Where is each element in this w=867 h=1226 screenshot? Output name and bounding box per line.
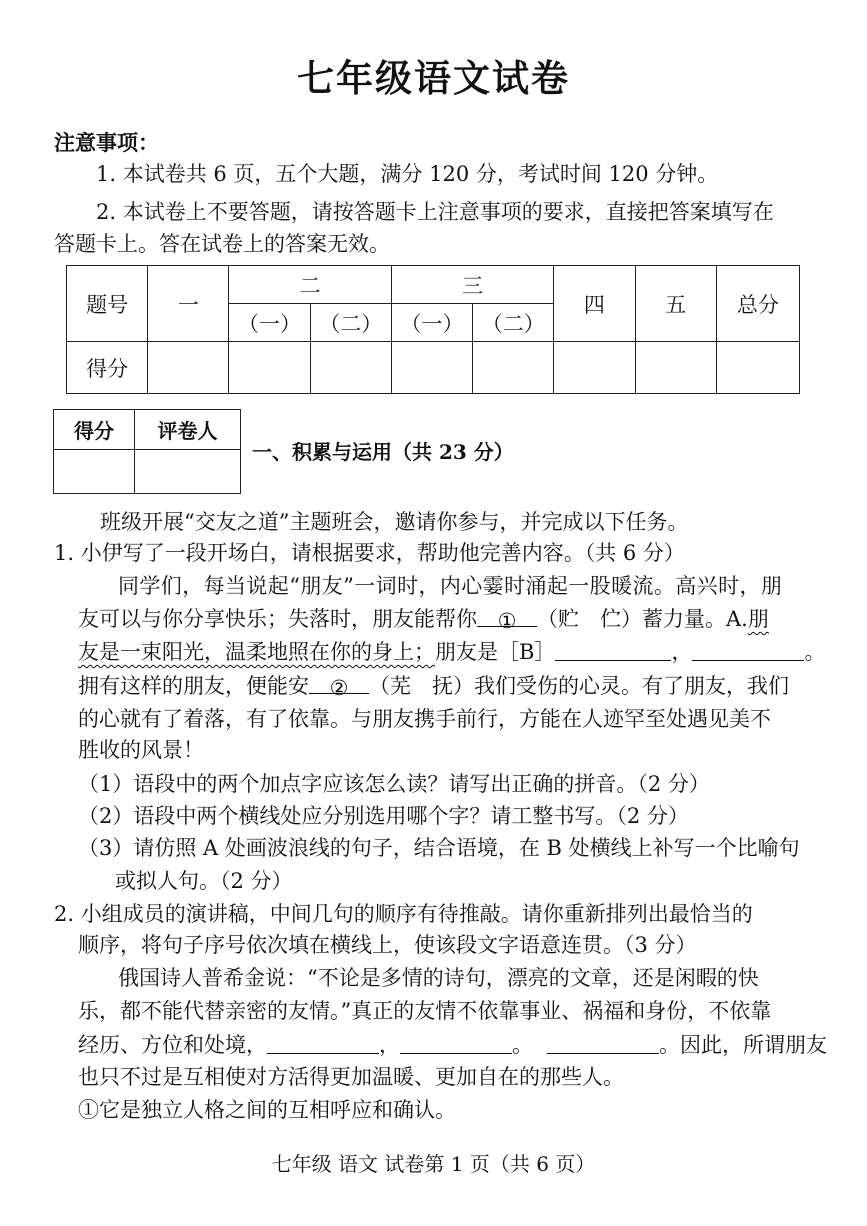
grader-score-cell <box>54 450 135 494</box>
q2-stem: 2. 小组成员的演讲稿，中间几句的顺序有待推敲。请你重新排列出最恰当的 <box>54 902 753 926</box>
blank-2 <box>309 673 369 700</box>
q1-para-line-4 <box>78 671 789 701</box>
wavy-sentence-a: 友是一束阳光，温柔地照在你的身上； <box>78 640 435 664</box>
score-table-sub-3-2: （二） <box>473 304 554 342</box>
order-blank-2 <box>400 1033 512 1054</box>
q2-para-line-4: 也只不过是互相使对方活得更加温暖、更加自在的那些人。 <box>78 1065 624 1089</box>
score-table-row-defen: 得分 <box>67 342 148 394</box>
q2-para-line-3 <box>78 1030 827 1060</box>
score-cell <box>716 342 799 394</box>
score-table-col-total: 总分 <box>716 266 799 342</box>
score-table-sub-2-1: （一） <box>229 304 310 342</box>
pinyin-choice-1: （贮 伫） <box>537 607 642 631</box>
blank-1-mark: ① <box>497 609 517 633</box>
score-table-col-4: 四 <box>554 266 635 342</box>
score-cell <box>148 342 229 394</box>
q1-para-text: 。 <box>804 640 826 664</box>
score-table-col-1: 一 <box>148 266 229 342</box>
q1-para-text: 我们受伤的心灵。有了朋友，我们 <box>474 674 789 698</box>
notice-heading: 注意事项： <box>54 130 159 155</box>
score-table-col-2: 二 <box>229 266 391 304</box>
q1-para-text: 友可以与你分享快乐；失落时，朋友能帮你 <box>78 607 477 631</box>
grader-reviewer-label: 评卷人 <box>135 410 241 450</box>
score-cell <box>554 342 635 394</box>
score-cell <box>310 342 391 394</box>
blank-1 <box>477 606 537 633</box>
pinyin-choice-2: （芜 抚） <box>369 674 474 698</box>
score-table-header-tihao: 题号 <box>67 266 148 342</box>
score-table-sub-2-2: （二） <box>310 304 391 342</box>
q1-para-line-6: 胜收的风景！ <box>78 738 204 762</box>
q2-para-text: ， <box>379 1033 400 1057</box>
score-table <box>66 265 800 394</box>
notice-item-2: 2. 本试卷上不要答题，请按答题卡上注意事项的要求，直接把答案填写在 <box>96 200 774 224</box>
notice-item-2-cont: 答题卡上。答在试卷上的答案无效。 <box>54 232 390 256</box>
q2-para-text: 。因此，所谓朋友 <box>659 1033 827 1057</box>
blank-2-mark: ② <box>329 676 349 700</box>
notice-item-1: 1. 本试卷共 6 页，五个大题，满分 120 分，考试时间 120 分钟。 <box>96 162 719 186</box>
q1-para-line-1: 同学们，每当说起“朋友”一词时，内心霎时涌起一股暖流。高兴时，朋 <box>118 574 783 598</box>
q1-para-line-5: 的心就有了着落，有了依靠。与朋友携手前行，方能在人迹罕至处遇见美不 <box>78 707 771 731</box>
section-1-intro: 班级开展“交友之道”主题班会，邀请你参与，并完成以下任务。 <box>100 510 689 534</box>
q2-para-line-1: 俄国诗人普希金说：“不论是多情的诗句，漂亮的文章，还是闲暇的快 <box>118 966 759 990</box>
section-1-heading: 一、积累与运用（共 23 分） <box>252 440 514 464</box>
q1-para-text: 拥有这样的朋友，便能安 <box>78 674 309 698</box>
q2-para-text: 经历、方位和处境， <box>78 1033 267 1057</box>
score-cell <box>635 342 716 394</box>
q1-sub-3-cont: 或拟人句。（2 分） <box>115 869 293 893</box>
order-blank-1 <box>267 1033 379 1054</box>
score-cell <box>229 342 310 394</box>
score-table-col-5: 五 <box>635 266 716 342</box>
q1-para-text: ， <box>671 640 693 664</box>
exam-title: 七年级语文试卷 <box>297 56 570 100</box>
q2-option-1: ①它是独立人格之间的互相呼应和确认。 <box>78 1098 456 1122</box>
score-table-sub-3-1: （一） <box>391 304 472 342</box>
score-table-col-3: 三 <box>391 266 553 304</box>
q1-sub-1: （1）语段中的两个加点字应该怎么读？请写出正确的拼音。（2 分） <box>78 772 710 796</box>
q2-para-line-2: 乐，都不能代替亲密的友情。”真正的友情不依靠事业、祸福和身份，不依靠 <box>78 999 772 1023</box>
grader-table <box>53 409 241 494</box>
q1-sub-2: （2）语段中两个横线处应分别选用哪个字？请工整书写。（2 分） <box>78 804 689 828</box>
q1-para-text: 朋友是［B］ <box>435 640 556 664</box>
q1-para-line-2 <box>78 604 769 634</box>
order-blank-3 <box>547 1033 659 1054</box>
q1-sub-3: （3）请仿照 A 处画波浪线的句子，结合语境，在 B 处横线上补写一个比喻句 <box>78 836 800 860</box>
blank-b-2 <box>692 640 804 661</box>
q1-stem: 1. 小伊写了一段开场白，请根据要求，帮助他完善内容。（共 6 分） <box>54 541 685 565</box>
page-footer: 七年级 语文 试卷第 1 页（共 6 页） <box>271 1152 596 1176</box>
grader-reviewer-cell <box>135 450 241 494</box>
q1-para-line-3 <box>78 637 825 667</box>
blank-b-1 <box>555 640 671 661</box>
grader-score-label: 得分 <box>54 410 135 450</box>
score-cell <box>391 342 472 394</box>
q2-para-text: 。 <box>512 1033 533 1057</box>
score-cell <box>473 342 554 394</box>
q2-stem-cont: 顺序，将句子序号依次填在横线上，使该段文字语意连贯。（3 分） <box>78 933 697 957</box>
q1-para-text: 蓄力量。A. <box>642 607 748 631</box>
wavy-sentence-a: 朋 <box>747 607 769 631</box>
